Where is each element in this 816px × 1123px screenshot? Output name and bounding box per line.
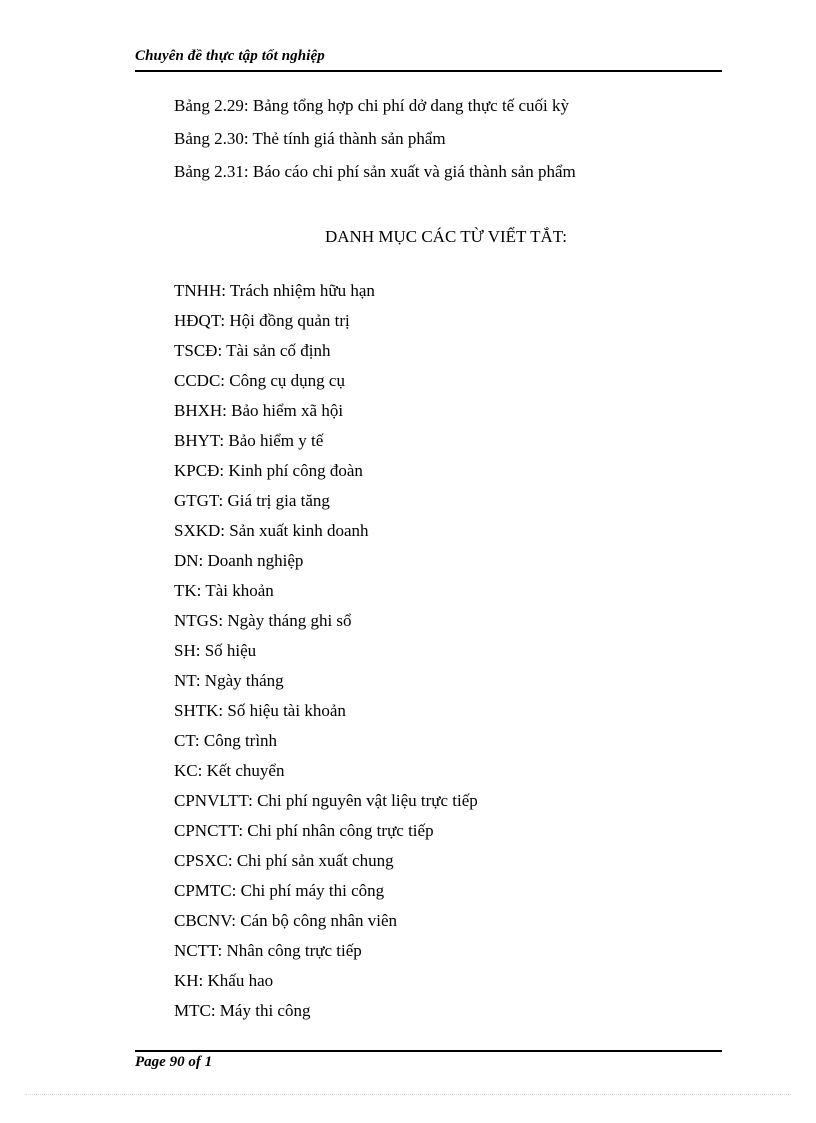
table-list-item: Bảng 2.30: Thẻ tính giá thành sản phẩm: [174, 129, 446, 148]
abbreviation-item: TK: Tài khoản: [174, 581, 274, 600]
footer-divider: [135, 1050, 722, 1052]
abbreviation-item: CCDC: Công cụ dụng cụ: [174, 371, 345, 390]
abbreviation-item: CBCNV: Cán bộ công nhân viên: [174, 911, 398, 930]
abbreviation-item: NCTT: Nhân công trực tiếp: [174, 941, 362, 960]
abbreviation-item: TSCĐ: Tài sản cố định: [174, 341, 331, 360]
abbreviation-list: [174, 278, 478, 1028]
abbreviation-item: HĐQT: Hội đồng quản trị: [174, 311, 350, 330]
abbreviation-item: SH: Số hiệu: [174, 641, 257, 660]
page-number: Page 90 of 1: [135, 1054, 213, 1070]
section-heading: DANH MỤC CÁC TỪ VIẾT TẮT:: [324, 227, 568, 246]
header-title: Chuyên đề thực tập tốt nghiệp: [135, 48, 325, 64]
abbreviation-item: CPSXC: Chi phí sản xuất chung: [174, 851, 394, 870]
abbreviation-item: KPCĐ: Kinh phí công đoàn: [174, 461, 363, 480]
abbreviation-item: NT: Ngày tháng: [174, 671, 284, 690]
abbreviation-item: MTC: Máy thi công: [174, 1001, 311, 1020]
abbreviation-item: KH: Khấu hao: [174, 971, 274, 990]
abbreviation-item: SHTK: Số hiệu tài khoản: [174, 701, 346, 720]
abbreviation-item: CPNVLTT: Chi phí nguyên vật liệu trực tiếp: [174, 791, 478, 810]
table-list-item: Bảng 2.31: Báo cáo chi phí sản xuất và giá thành sản phẩm: [174, 162, 576, 181]
abbreviation-item: SXKD: Sản xuất kinh doanh: [174, 521, 369, 540]
abbreviation-item: CT: Công trình: [174, 731, 278, 750]
abbreviation-item: NTGS: Ngày tháng ghi sổ: [174, 611, 352, 630]
header-divider: [135, 70, 722, 72]
abbreviation-item: CPNCTT: Chi phí nhân công trực tiếp: [174, 821, 434, 840]
abbreviation-item: KC: Kết chuyển: [174, 761, 285, 780]
table-list: [174, 93, 576, 192]
page-edge-divider: [25, 1094, 791, 1095]
abbreviation-item: GTGT: Giá trị gia tăng: [174, 491, 330, 510]
abbreviation-item: BHYT: Bảo hiểm y tế: [174, 431, 324, 450]
abbreviation-item: TNHH: Trách nhiệm hữu hạn: [174, 281, 375, 300]
table-list-item: Bảng 2.29: Bảng tổng hợp chi phí dở dang thực tế cuối kỳ: [174, 96, 570, 115]
abbreviation-item: DN: Doanh nghiệp: [174, 551, 304, 570]
abbreviation-item: BHXH: Bảo hiểm xã hội: [174, 401, 344, 420]
abbreviation-item: CPMTC: Chi phí máy thi công: [174, 881, 385, 900]
